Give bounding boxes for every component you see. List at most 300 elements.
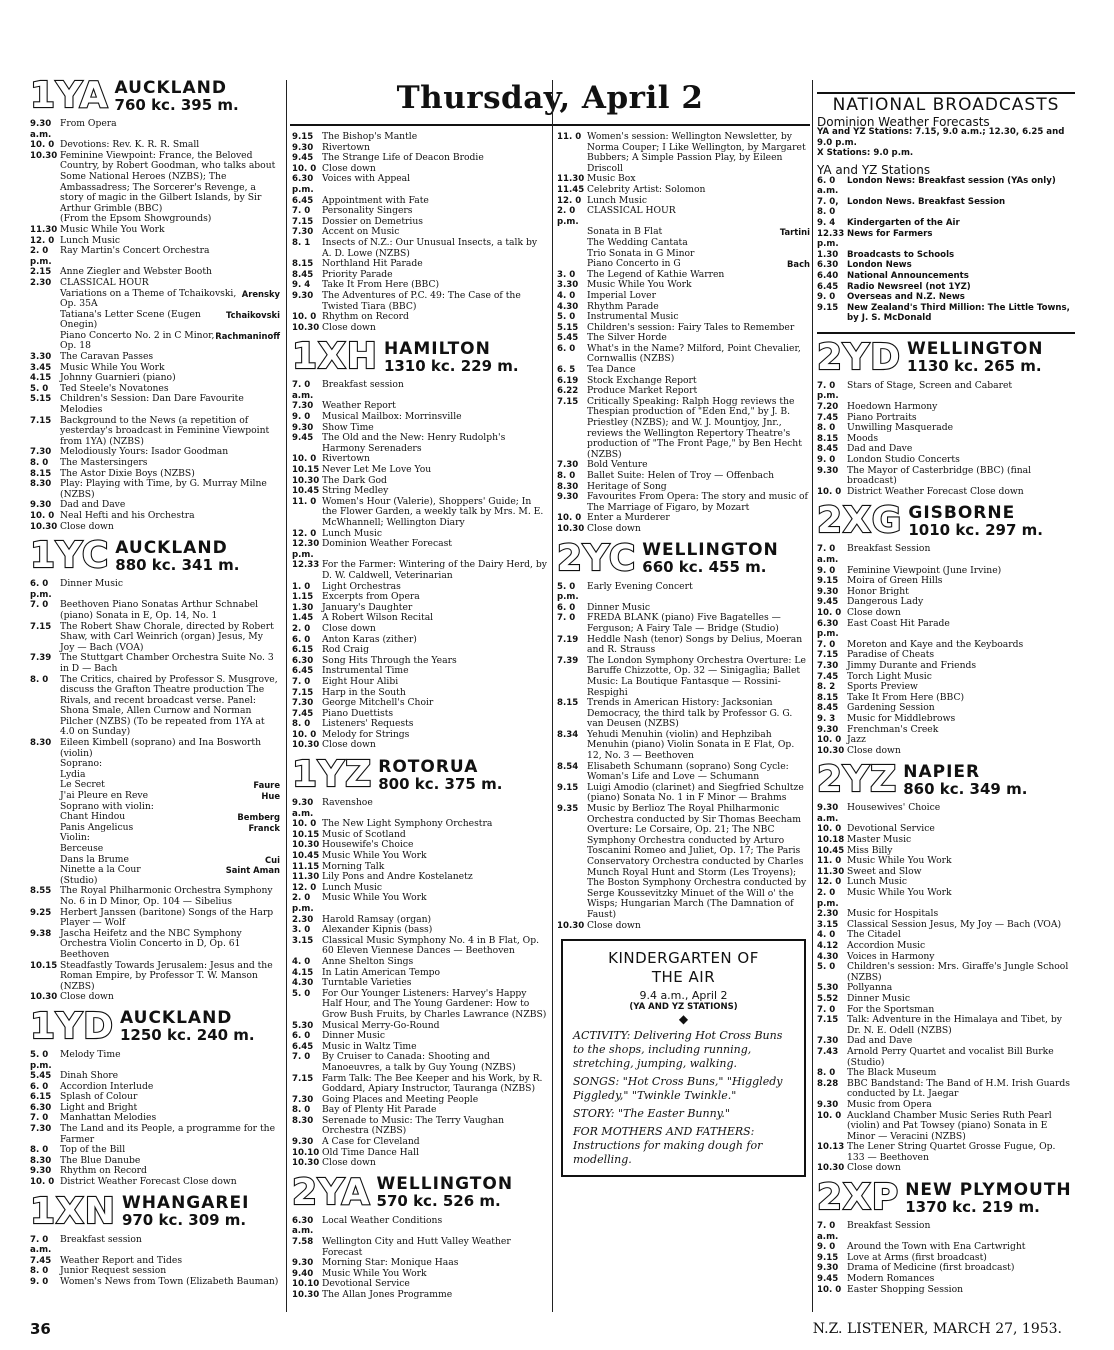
station-callsign: 2YD bbox=[817, 336, 901, 378]
entry-text: Dinner Music bbox=[322, 1030, 386, 1042]
entry-text: The Old and the New: Henry Rudolph's Harmony Serenaders bbox=[322, 432, 506, 454]
entry-time: 8. 0 bbox=[817, 1068, 836, 1079]
entry-time: 8. 0 bbox=[30, 458, 49, 468]
entry-text: Breakfast session bbox=[60, 1233, 142, 1245]
schedule-entry bbox=[817, 714, 1075, 725]
entry-time: 5.15 bbox=[30, 394, 52, 405]
entry-text: Children's Session: Dan Dare Favourite Melodies bbox=[60, 393, 244, 416]
entry-time: 7. 0 bbox=[30, 600, 49, 611]
entry-time: 8.15 bbox=[292, 259, 314, 270]
national-broadcasts-box bbox=[817, 92, 1075, 334]
entry-time: 10.30 bbox=[292, 740, 320, 751]
entry-text: Rhythm on Record bbox=[322, 311, 409, 323]
entry-time: 5.30 bbox=[292, 1020, 314, 1031]
entry-text: Rhythm on Record bbox=[60, 1165, 147, 1177]
entry-time: 7.58 bbox=[292, 1237, 314, 1248]
schedule-entry bbox=[557, 783, 810, 804]
station-callsign: 1YZ bbox=[292, 754, 373, 796]
entry-time: 9.30 bbox=[292, 422, 314, 433]
entry-time: 8.30 bbox=[557, 481, 579, 492]
schedule-entry bbox=[557, 762, 810, 783]
entry-time: 1.30 bbox=[817, 249, 839, 260]
entry-text: Sports Preview bbox=[847, 681, 918, 693]
schedule-list bbox=[30, 886, 280, 1003]
entry-text: Unwilling Masquerade bbox=[847, 422, 954, 434]
schedule-entry bbox=[292, 1158, 549, 1169]
schedule-entry bbox=[557, 582, 810, 603]
station-frequency: 1010 kc. 297 m. bbox=[908, 520, 1043, 539]
entry-text: For the Sportsman bbox=[847, 1003, 935, 1015]
entry-text: Beethoven Piano Sonatas Arthur Schnabel (piano) Sonata in E, Op. 14, No. 1 bbox=[60, 599, 259, 621]
entry-time: 7. 0 bbox=[557, 613, 576, 624]
entry-text: Frenchman's Creek bbox=[847, 723, 939, 735]
station-header bbox=[292, 336, 549, 378]
entry-time: 1.30 bbox=[292, 602, 314, 613]
entry-text: FREDA BLANK (piano) Five Bagatelles — Ferguson; A Fairy Tale — Bridge (Studio) bbox=[587, 612, 781, 634]
entry-text: Serenade to Music: The Terry Vaughan Orchestra (NZBS) bbox=[322, 1114, 505, 1137]
entry-text: Elisabeth Schumann (soprano) Song Cycle: Woman's Life and Love — Schumann bbox=[587, 760, 789, 783]
work-title: Sonata in B Flat bbox=[587, 226, 663, 238]
schedule-entry bbox=[30, 1177, 280, 1188]
schedule-entry bbox=[30, 458, 280, 469]
entry-text: Moreton and Kaye and the Keyboards bbox=[847, 638, 1024, 650]
entry-time: 6.30 p.m. bbox=[817, 618, 839, 640]
schedule-entry bbox=[30, 225, 280, 236]
work-title: Panis Angelicus bbox=[60, 821, 134, 833]
programme-works bbox=[30, 759, 280, 886]
station-frequency: 570 kc. 526 m. bbox=[376, 1192, 501, 1211]
entry-time: 12. 0 bbox=[292, 882, 317, 893]
schedule-list bbox=[817, 803, 1075, 1174]
entry-text: George Mitchell's Choir bbox=[322, 697, 434, 709]
entry-time: 10.30 bbox=[292, 322, 320, 333]
station-callsign: 2YA bbox=[292, 1171, 371, 1213]
schedule-entry bbox=[292, 174, 549, 195]
entry-text: (From the Epsom Showgrounds) bbox=[60, 213, 212, 225]
entry-time: 7. 0 bbox=[292, 206, 311, 217]
entry-time: 11.30 bbox=[557, 174, 585, 185]
station-header bbox=[817, 759, 1075, 801]
work-composer: Rachmaninoff bbox=[215, 330, 280, 341]
entry-time: 10.30 bbox=[292, 1158, 320, 1169]
work-title: Piano Concerto in G bbox=[587, 258, 681, 270]
entry-text: Music While You Work bbox=[60, 223, 165, 235]
entry-time: 8. 0 bbox=[557, 471, 576, 481]
schedule-entry bbox=[292, 1074, 549, 1095]
station-city: ROTORUA bbox=[378, 756, 479, 777]
work-title: Berceuse bbox=[60, 843, 104, 854]
station-city: GISBORNE bbox=[908, 502, 1016, 523]
entry-time: 9. 0 bbox=[817, 565, 836, 576]
entry-text: Junior Request session bbox=[60, 1265, 167, 1277]
entry-text: Anne Ziegler and Webster Booth bbox=[60, 266, 212, 278]
entry-time: 9.30 bbox=[292, 142, 314, 153]
schedule-list bbox=[292, 380, 549, 751]
entry-text: Broadcasts to Schools bbox=[847, 249, 955, 260]
entry-time: 7.30 bbox=[292, 698, 314, 709]
entry-text: Bold Venture bbox=[587, 459, 648, 471]
entry-time: 9.30 bbox=[292, 1258, 314, 1269]
entry-time: 9.30 bbox=[30, 500, 52, 511]
entry-time: 7.30 bbox=[557, 460, 579, 471]
work-composer: Bemberg bbox=[237, 812, 280, 823]
entry-text: Musical Mailbox: Morrinsville bbox=[322, 411, 462, 423]
schedule-list bbox=[30, 1235, 280, 1288]
entry-text: Dinner Music bbox=[847, 992, 911, 1004]
entry-time: 7.30 bbox=[817, 660, 839, 671]
entry-text: The Silver Horde bbox=[587, 332, 667, 344]
header-rule bbox=[290, 124, 810, 126]
entry-time bbox=[30, 214, 60, 225]
entry-time: 10.30 bbox=[817, 745, 845, 756]
schedule-entry bbox=[817, 1221, 1075, 1242]
entry-time: 6. 0 bbox=[292, 1031, 311, 1042]
entry-text: Splash of Colour bbox=[60, 1091, 138, 1103]
station-header bbox=[817, 336, 1075, 378]
entry-text: Morning Talk bbox=[322, 860, 385, 872]
entry-text: The Allan Jones Programme bbox=[322, 1289, 453, 1300]
entry-text: East Coast Hit Parade bbox=[847, 617, 950, 629]
entry-time: 4. 0 bbox=[817, 930, 836, 941]
entry-time: 8. 0 bbox=[292, 719, 311, 730]
publication-footer: N.Z. LISTENER, MARCH 27, 1953. bbox=[812, 1321, 1062, 1337]
entry-time: 6.15 bbox=[30, 1092, 52, 1103]
entry-text: CLASSICAL HOUR bbox=[587, 205, 676, 217]
entry-text: Imperial Lover bbox=[587, 289, 656, 301]
entry-time: 10.30 bbox=[30, 992, 58, 1003]
entry-time: 3. 0 bbox=[557, 269, 576, 280]
entry-time: 7.39 bbox=[557, 655, 579, 666]
entry-time: 12.33 p.m. bbox=[817, 228, 845, 250]
entry-text: Show Time bbox=[322, 421, 374, 433]
station-frequency: 880 kc. 341 m. bbox=[115, 555, 240, 574]
entry-time: 8.15 bbox=[30, 468, 52, 479]
schedule-entry bbox=[557, 730, 810, 762]
entry-text: By Cruiser to Canada: Shooting and Manoeuvres, a talk by Guy Young (NZBS) bbox=[322, 1051, 516, 1073]
entry-time: 9. 0 bbox=[817, 292, 836, 303]
schedule-entry bbox=[292, 740, 549, 751]
entry-text: Anton Karas (zither) bbox=[322, 633, 417, 645]
entry-time: 7.15 bbox=[30, 415, 52, 426]
station-callsign: 1YD bbox=[30, 1005, 114, 1047]
entry-text: Arnold Perry Quartet and vocalist Bill Burke (Studio) bbox=[847, 1045, 1054, 1068]
entry-time: 12.33 bbox=[292, 560, 320, 571]
work-composer: Bach bbox=[787, 259, 810, 270]
entry-time: 8.45 bbox=[292, 269, 314, 280]
entry-text: Heritage of Song bbox=[587, 480, 667, 492]
work-title: (Studio) bbox=[60, 874, 98, 886]
entry-time: 7.45 bbox=[817, 671, 839, 682]
entry-text: Master Music bbox=[847, 834, 912, 846]
station-header bbox=[30, 1005, 280, 1047]
entry-text: The London Symphony Orchestra Overture: Le Baruffe Chizzotte, Op. 32 — Sinigaglia; Ballet Music: La Boutique Fantasque — Rossini-Respighi bbox=[587, 654, 806, 698]
entry-text: Torch Light Music bbox=[847, 670, 932, 682]
entry-text: Close down bbox=[847, 1162, 901, 1174]
entry-time: 11.45 bbox=[557, 184, 585, 195]
entry-text: Eight Hour Alibi bbox=[322, 675, 399, 687]
entry-time: 2. 0 p.m. bbox=[557, 206, 579, 227]
entry-time: 7.19 bbox=[557, 634, 579, 645]
entry-text: Voices with Appeal bbox=[322, 173, 411, 185]
entry-time: 10.45 bbox=[292, 851, 320, 862]
entry-text: Dossier on Demetrius bbox=[322, 215, 423, 227]
schedule-entry bbox=[30, 1277, 280, 1288]
schedule-entry bbox=[817, 994, 1075, 1005]
entry-text: A Robert Wilson Recital bbox=[322, 612, 434, 624]
entry-time: 6. 5 bbox=[557, 365, 576, 376]
entry-text: Dinah Shore bbox=[60, 1070, 119, 1082]
schedule-entry bbox=[30, 394, 280, 415]
national-entry bbox=[817, 197, 1075, 218]
entry-text: Celebrity Artist: Solomon bbox=[587, 183, 706, 195]
entry-time: 10.30 bbox=[292, 1290, 320, 1300]
entry-text: Music from Opera bbox=[847, 1098, 932, 1110]
entry-text: The Robert Shaw Chorale, directed by Robert Shaw, with Carl Weinrich (organ) Jesus, My Joy — Bach (VOA) bbox=[60, 620, 274, 653]
entry-time: 7.20 bbox=[817, 402, 839, 413]
entry-text: For Our Younger Listeners: Harvey's Happy Half Hour, and The Young Gardener: How to Grow Bush Fruits, by Charles Lawrance (NZBS) bbox=[322, 987, 547, 1020]
entry-time: 10.10 bbox=[292, 1147, 320, 1158]
schedule-entry bbox=[292, 798, 549, 819]
entry-text: Early Evening Concert bbox=[587, 580, 693, 592]
entry-text: Rod Craig bbox=[322, 644, 369, 656]
entry-text: Children's session: Mrs. Giraffe's Jungle School (NZBS) bbox=[847, 961, 1069, 983]
entry-text: Drama of Medicine (first broadcast) bbox=[847, 1262, 1015, 1274]
work-title: Trio Sonata in G Minor bbox=[587, 247, 695, 259]
entry-time: 10.15 bbox=[30, 960, 58, 971]
entry-text: The Astor Dixie Boys (NZBS) bbox=[60, 467, 195, 479]
work-composer: Cui bbox=[265, 854, 280, 865]
entry-time: 10. 0 bbox=[817, 735, 842, 746]
station-header bbox=[817, 500, 1075, 542]
entry-time: 9.15 bbox=[817, 302, 839, 313]
entry-text: Close down bbox=[322, 162, 376, 174]
entry-text: Morning Star: Monique Haas bbox=[322, 1257, 459, 1269]
schedule-entry bbox=[557, 344, 810, 365]
entry-text: String Medley bbox=[322, 485, 389, 497]
work-title: Soprano with violin: bbox=[60, 800, 154, 812]
entry-text: Trends in American History: Jacksonian Democracy, the third talk by Professor G. G. van Deusen (NZBS) bbox=[587, 697, 793, 730]
entry-time: 5.52 bbox=[817, 993, 839, 1004]
schedule-list bbox=[30, 579, 280, 759]
entry-time: 8. 0 bbox=[292, 1105, 311, 1116]
entry-time: 10. 0 bbox=[292, 454, 317, 465]
entry-text: District Weather Forecast Close down bbox=[847, 485, 1024, 497]
entry-text: Lunch Music bbox=[60, 234, 121, 246]
schedule-entry bbox=[817, 466, 1075, 487]
entry-time: 1.45 bbox=[292, 613, 314, 624]
entry-text: Jazz bbox=[847, 734, 866, 746]
schedule-entry bbox=[817, 1285, 1075, 1296]
programme-work bbox=[30, 289, 280, 310]
entry-time: 8.30 bbox=[30, 479, 52, 490]
national-broadcasts-title: NATIONAL BROADCASTS bbox=[832, 95, 1060, 115]
entry-text: Eileen Kimbell (soprano) and Ina Bosworth (violin) bbox=[60, 737, 261, 759]
station-callsign: 2YZ bbox=[817, 759, 898, 801]
kindergarten-time: 9.4 a.m., April 2 bbox=[639, 989, 728, 1003]
schedule-entry bbox=[557, 656, 810, 698]
entry-time: 8. 0 bbox=[30, 674, 49, 685]
entry-time: 7. 0, 8. 0 bbox=[817, 196, 839, 218]
entry-text: The Blue Danube bbox=[60, 1154, 141, 1166]
entry-text: Classical Music Symphony No. 4 in B Flat, Op. 60 Eleven Viennese Dances — Beethoven bbox=[322, 934, 540, 957]
entry-text: Neal Hefti and his Orchestra bbox=[60, 509, 195, 521]
entry-text: Women's News from Town (Elizabeth Bauman) bbox=[60, 1276, 279, 1287]
entry-time: 10. 0 bbox=[292, 163, 317, 174]
entry-text: Stars of Stage, Screen and Cabaret bbox=[847, 379, 1013, 391]
entry-text: Musical Merry-Go-Round bbox=[322, 1019, 440, 1031]
entry-time: 3.15 bbox=[292, 935, 314, 946]
entry-text: The Black Museum bbox=[847, 1067, 937, 1079]
entry-text: The Mastersingers bbox=[60, 457, 148, 468]
station-frequency: 860 kc. 349 m. bbox=[903, 779, 1028, 798]
entry-text: Luigi Amodio (clarinet) and Siegfried Schultze (piano) Sonata No. 1 in F Minor — Brahms bbox=[587, 781, 804, 804]
entry-text: National Announcements bbox=[847, 270, 969, 281]
work-composer: Saint Aman bbox=[225, 865, 280, 876]
entry-text: Jascha Heifetz and the NBC Symphony Orchestra Violin Concerto in D, Op. 61 Beethoven bbox=[60, 927, 242, 960]
entry-text: Tea Dance bbox=[587, 364, 636, 376]
ya-yz-heading: YA and YZ Stations bbox=[817, 162, 931, 177]
entry-time: 6.30 p.m. bbox=[292, 174, 314, 195]
schedule-entry bbox=[30, 1050, 280, 1071]
work-title: Variations on a Theme of Tchaikovski, Op. 35A bbox=[60, 287, 237, 310]
schedule-entry bbox=[292, 957, 549, 968]
entry-time: 7.45 bbox=[30, 1255, 52, 1266]
schedule-entry bbox=[292, 433, 549, 454]
entry-time: 4. 0 bbox=[557, 290, 576, 301]
entry-time: 12. 0 bbox=[557, 195, 582, 206]
entry-time: 6.15 bbox=[292, 645, 314, 656]
entry-time: 9.40 bbox=[292, 1268, 314, 1279]
entry-time: 1.15 bbox=[292, 592, 314, 603]
entry-text: Hoedown Harmony bbox=[847, 401, 938, 413]
entry-text: In Latin American Tempo bbox=[322, 966, 441, 978]
entry-time: 5. 0 p.m. bbox=[557, 581, 579, 603]
entry-text: London News. Breakfast Session bbox=[847, 196, 1006, 207]
schedule-list bbox=[292, 1216, 549, 1301]
entry-text: Enter a Murderer bbox=[587, 512, 670, 524]
national-entry bbox=[817, 229, 1075, 250]
station-frequency: 1250 kc. 240 m. bbox=[120, 1026, 255, 1045]
entry-time: 9.30 bbox=[817, 1263, 839, 1274]
entry-text: Music for Middlebrows bbox=[847, 712, 956, 724]
entry-time: 8. 0 bbox=[30, 1145, 49, 1156]
entry-time: 9.30 bbox=[292, 290, 314, 301]
entry-time: 7. 0 a.m. bbox=[817, 1221, 839, 1242]
schedule-entry bbox=[817, 962, 1075, 983]
entry-time: 10. 0 bbox=[817, 486, 842, 497]
entry-time: 8.15 bbox=[817, 692, 839, 703]
entry-text: Yehudi Menuhin (violin) and Hephzibah Menuhin (piano) Violin Sonata in E Flat, Op. 12, No. 3 — Beethoven bbox=[587, 728, 795, 762]
entry-time: 5.45 bbox=[30, 1071, 52, 1082]
entry-text: Women's Hour (Valerie), Shoppers' Guide; In the Flower Garden, a weekly talk by Mrs. M. E. McWhannell; Wellington Diary bbox=[322, 495, 544, 528]
entry-time: 10. 0 bbox=[30, 510, 55, 521]
entry-time: 11.30 bbox=[30, 224, 58, 235]
entry-time: 9.15 bbox=[817, 576, 839, 587]
entry-text: The Legend of Kathie Warren bbox=[587, 268, 725, 280]
station-city: NAPIER bbox=[903, 761, 981, 782]
entry-text: Accent on Music bbox=[322, 226, 400, 238]
schedule-entry bbox=[557, 132, 810, 174]
weather-heading: Dominion Weather Forecasts bbox=[817, 114, 990, 129]
entry-time: 11. 0 bbox=[292, 496, 317, 507]
national-entry bbox=[817, 282, 1075, 293]
entry-text: Song Hits Through the Years bbox=[322, 654, 457, 666]
entry-text: Auckland Chamber Music Series Ruth Pearl (violin) and Pat Towsey (piano) Sonata in E Minor — Veracini (NZBS) bbox=[847, 1109, 1052, 1142]
schedule-entry bbox=[817, 619, 1075, 640]
entry-time: 9.30 bbox=[817, 1099, 839, 1110]
entry-time: 7.15 bbox=[557, 396, 579, 407]
entry-time: 8. 0 bbox=[30, 1266, 49, 1277]
entry-text: Instrumental Music bbox=[587, 311, 679, 323]
entry-time: 9. 3 bbox=[817, 713, 836, 724]
entry-text: Excerpts from Opera bbox=[322, 591, 420, 603]
station-city: WELLINGTON bbox=[907, 339, 1044, 360]
entry-text: The Adventures of P.C. 49: The Case of the Twisted Tiara (BBC) bbox=[322, 289, 521, 312]
entry-time: 10.45 bbox=[817, 845, 845, 856]
entry-time: 4.30 bbox=[557, 301, 579, 312]
entry-time: 7.30 bbox=[817, 1036, 839, 1047]
programme-work bbox=[30, 844, 280, 855]
schedule-entry bbox=[557, 206, 810, 227]
schedule-list bbox=[817, 544, 1075, 756]
entry-time: 10.30 bbox=[292, 840, 320, 851]
diamond-icon: ◆ bbox=[678, 1012, 689, 1027]
schedule-entry bbox=[30, 886, 280, 907]
entry-text: BBC Bandstand: The Band of H.M. Irish Guards conducted by Lt. Jaegar bbox=[847, 1077, 1070, 1100]
entry-time: 7. 0 bbox=[817, 1004, 836, 1015]
station-header bbox=[557, 537, 810, 579]
entry-time: 3.45 bbox=[30, 362, 52, 373]
entry-text: Paradise of Cheats bbox=[847, 649, 935, 661]
schedule-entry bbox=[30, 622, 280, 654]
entry-text: The Caravan Passes bbox=[60, 351, 154, 363]
entry-time: 10.30 bbox=[557, 523, 585, 534]
station-header bbox=[292, 754, 549, 796]
weather-times: YA and YZ Stations: 7.15, 9.0 a.m.; 12.30, 6.25 and 9.0 p.m. bbox=[817, 127, 1065, 148]
entry-text: Lunch Music bbox=[847, 876, 908, 888]
schedule-list bbox=[30, 1050, 280, 1188]
entry-time: 8.45 bbox=[817, 444, 839, 455]
entry-text: Music of Scotland bbox=[322, 828, 406, 840]
entry-time: 7.15 bbox=[817, 1015, 839, 1026]
entry-time: 6. 0 bbox=[30, 1081, 49, 1092]
entry-text: Rivertown bbox=[322, 453, 370, 465]
entry-time: 6. 0 bbox=[557, 602, 576, 613]
station-callsign: 1XN bbox=[30, 1190, 116, 1232]
schedule-entry bbox=[817, 1111, 1075, 1143]
entry-time: 8.30 bbox=[30, 1155, 52, 1166]
entry-text: Music While You Work bbox=[587, 279, 692, 291]
entry-text: Close down bbox=[322, 1157, 376, 1169]
x-stations-times: X Stations: 9.0 p.m. bbox=[817, 148, 914, 159]
entry-time: 12.30 p.m. bbox=[292, 539, 320, 560]
entry-text: Sweet and Slow bbox=[847, 865, 922, 877]
entry-time: 12. 0 bbox=[30, 235, 55, 246]
entry-text: The Dark God bbox=[322, 474, 387, 486]
entry-time: 5. 0 bbox=[30, 383, 49, 394]
kindergarten-title: THE AIR bbox=[651, 968, 716, 987]
entry-text: London Studio Concerts bbox=[847, 454, 960, 466]
entry-text: Devotional Service bbox=[322, 1278, 410, 1290]
schedule-entry bbox=[817, 1079, 1075, 1100]
national-entry bbox=[817, 292, 1075, 303]
entry-time: 10.30 bbox=[292, 475, 320, 486]
entry-time: 7. 0 a.m. bbox=[292, 380, 314, 401]
schedule-entry bbox=[817, 803, 1075, 824]
entry-time: 9.30 bbox=[817, 465, 839, 476]
schedule-entry bbox=[292, 893, 549, 914]
column-divider bbox=[552, 80, 553, 1312]
